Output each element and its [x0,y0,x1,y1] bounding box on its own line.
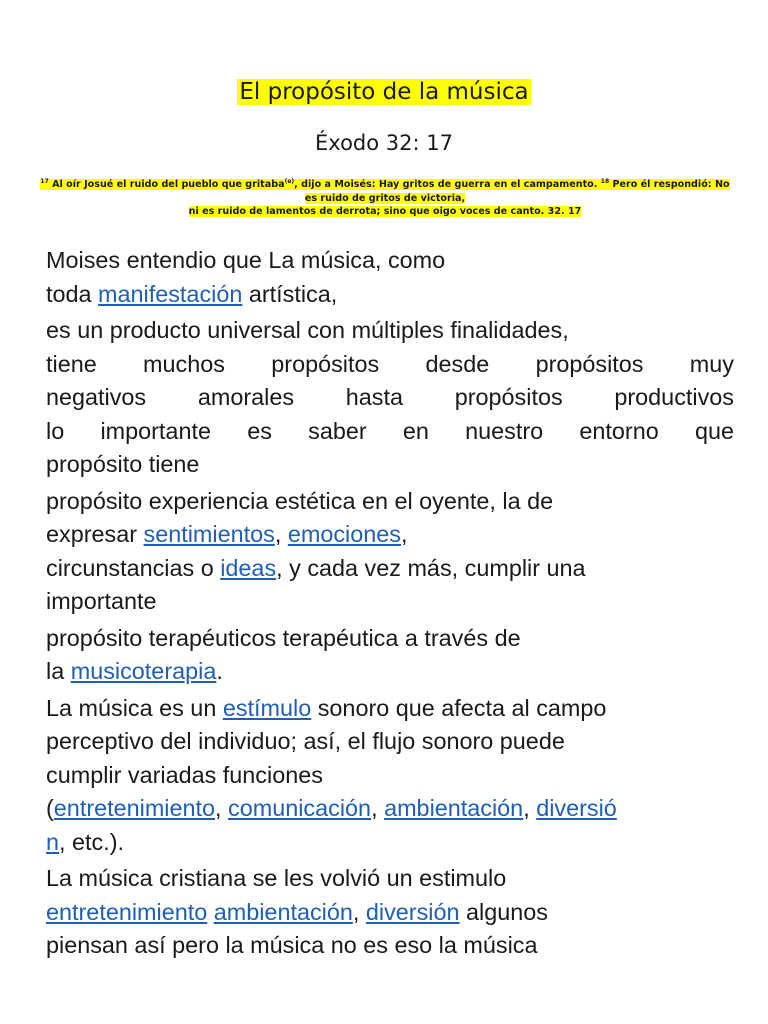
p3-text-3: , y cada vez más, cumplir una [276,554,586,581]
page-title-text: El propósito de la música [239,79,529,105]
p4-line-2 [46,655,734,689]
verse-footnote[interactable]: (e) [284,177,295,185]
verse-highlight [40,179,729,204]
p2-line-3: negativos amorales hasta propósitos productivos [46,384,734,410]
p1-line-1: Moises entendio que La música, como [46,247,446,273]
link-musicoterapia[interactable]: musicoterapia [70,658,217,684]
verse-number-18: 18 [600,177,610,185]
p2-line-2: tiene muchos propósitos desde propósitos muy [46,350,734,377]
link-sentimientos[interactable]: sentimientos [143,521,275,547]
verse-text-1: Al oír Josué el ruido del pueblo que gritaba [48,179,285,190]
p3-line-4: importante [46,588,157,614]
p3-line-1: propósito experiencia estética en el oyente, la de [46,487,554,514]
verse-quote [40,178,730,219]
link-entretenimiento-2[interactable]: entretenimiento [46,898,208,925]
link-ideas[interactable]: ideas [220,554,277,581]
p5-sep: , [215,795,229,821]
p3-line-2 [46,518,734,552]
p1-text: toda [46,280,99,307]
p5-line-2: perceptivo del individuo; así, el flujo sonoro puede [46,728,565,754]
p3-sep-2: , [400,521,408,547]
link-estimulo[interactable]: estímulo [222,694,312,721]
p5-line-3: cumplir variadas funciones [46,761,323,788]
p5-text-2: sonoro que afecta al campo [311,694,607,721]
verse-text-4: ni es ruido de lamentos de derrota; sino que oigo voces de canto. 32. 17 [188,206,582,217]
p2-line-4: lo importante es saber en nuestro entorno que [46,417,734,444]
page-title [0,76,768,108]
document-body [46,244,734,963]
p5-text: La música es un [46,694,223,721]
verse-text-3: Pero él respondió: No es ruido de gritos de victoria, [304,179,730,204]
link-diversion-cont[interactable]: n [46,828,60,855]
verse-number-17: 17 [40,177,49,185]
p5-line-1 [46,692,734,726]
p1-line-2 [46,278,734,312]
p5-text-end: , etc.). [59,828,125,855]
link-ambientacion-2[interactable]: ambientación [213,898,353,925]
verse-text-2: , dijo a Moisés: Hay gritos de guerra en el campamento. [294,179,601,190]
link-entretenimiento[interactable]: entretenimiento [53,795,216,821]
p5-paren: ( [46,795,54,821]
link-manifestacion[interactable]: manifestación [98,280,243,307]
link-diversion[interactable]: diversió [536,795,617,821]
p4-text-end: . [216,658,223,684]
p5-sep-3: , [523,795,537,821]
p3-text-2: circunstancias o [46,554,221,581]
link-ambientacion[interactable]: ambientación [384,795,524,821]
p5-sep-2: , [371,795,385,821]
p6-text: algunos [459,898,548,925]
p5-line-4 [46,792,734,826]
p4-line-1: propósito terapéuticos terapéutica a través de [46,624,521,651]
p3-line-3 [46,552,734,586]
p4-text: la [46,658,71,684]
p1-text-end: artística, [242,280,338,307]
p6-sep: , [352,898,366,925]
p2-line-5: propósito tiene [46,451,200,477]
p5-line-5 [46,826,734,860]
p2-line-1: es un producto universal con múltiples finalidades, [46,317,569,343]
link-diversion-2[interactable]: diversión [365,898,460,925]
p6-line-3: piensan así pero la música no es eso la música [46,932,538,958]
link-emociones[interactable]: emociones [287,521,401,547]
scripture-reference: Éxodo 32: 17 [315,131,453,155]
p6-line-2 [46,896,734,930]
p3-text: expresar [46,521,144,547]
link-comunicacion[interactable]: comunicación [228,795,372,821]
p3-sep: , [274,521,288,547]
p6-line-1: La música cristiana se les volvió un estimulo [46,865,507,891]
